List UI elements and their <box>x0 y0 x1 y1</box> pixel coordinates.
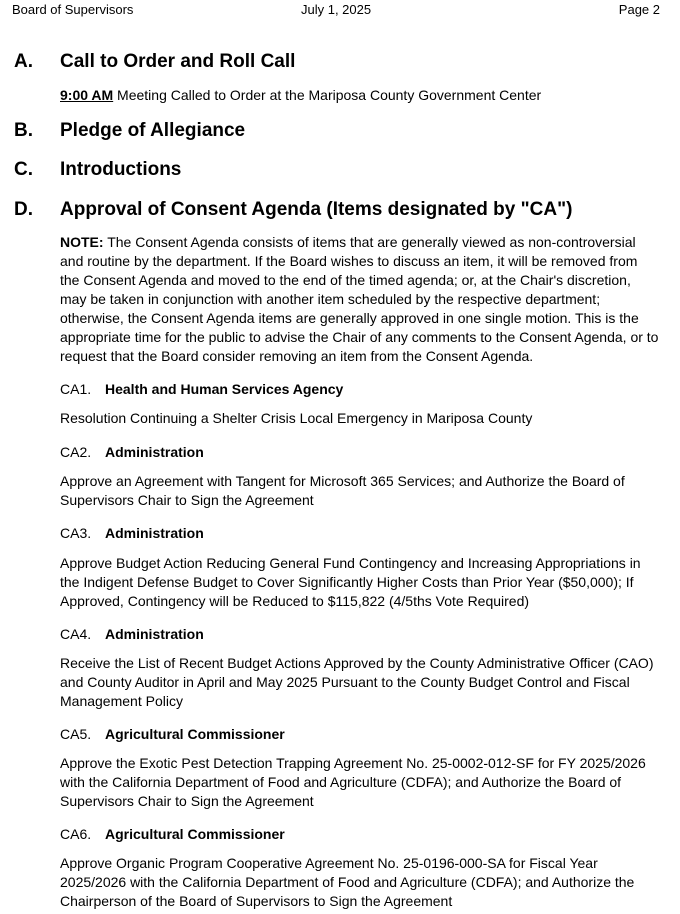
consent-item-heading <box>60 443 204 462</box>
meeting-text: Meeting Called to Order at the Mariposa County Government Center <box>113 87 542 103</box>
section-a-letter: A. <box>14 51 33 72</box>
note-text: The Consent Agenda consists of items that are generally viewed as non-controversial and routine by the department. If the Board wishes to discuss an item, it will be removed from the Consent Agenda and moved to the end of the timed agenda; or, at the Chair's discretion, may be taken in conjunction with another item scheduled by the respective department; otherwise, the Consent Agenda items are generally approved in one single motion. This is the appropriate time for the public to advise the Chair of any comments to the Consent Agenda, or to request that the Board consider removing an item from the Consent Agenda. <box>60 234 659 364</box>
consent-agenda-note <box>60 233 660 366</box>
consent-item-number: CA2. <box>60 444 92 460</box>
meeting-time: 9:00 AM <box>60 87 114 103</box>
consent-item-heading <box>60 725 285 744</box>
section-b-heading <box>14 120 245 142</box>
page-header <box>12 2 668 18</box>
consent-item-department: Administration <box>105 626 204 642</box>
section-b-title: Pledge of Allegiance <box>60 120 246 141</box>
section-d-letter: D. <box>14 199 33 220</box>
section-d-heading <box>14 199 572 221</box>
consent-item-department: Agricultural Commissioner <box>105 726 285 742</box>
section-a-title: Call to Order and Roll Call <box>60 51 296 72</box>
consent-item-description: Approve an Agreement with Tangent for Microsoft 365 Services; and Authorize the Board of Supervisors Chair to Sign the Agreement <box>60 473 625 508</box>
section-b-letter: B. <box>14 120 33 141</box>
consent-item-number: CA4. <box>60 626 92 642</box>
section-c-heading <box>14 159 181 181</box>
consent-item-number: CA6. <box>60 826 92 842</box>
consent-item-department: Administration <box>105 525 204 541</box>
consent-item-heading <box>60 825 285 844</box>
header-board-name: Board of Supervisors <box>12 2 134 17</box>
meeting-start-line <box>60 86 660 105</box>
consent-item-department: Health and Human Services Agency <box>105 381 344 397</box>
consent-item-heading <box>60 625 204 644</box>
header-page-number: Page 2 <box>618 2 660 17</box>
consent-item-description: Approve the Exotic Pest Detection Trapping Agreement No. 25-0002-012-SF for FY 2025/2026 with the California Department of Food and Agriculture (CDFA); and Authorize the Board of Supervisors Chair to Sign the Agreement <box>60 755 646 809</box>
section-c-letter: C. <box>14 159 33 180</box>
consent-item-description: Resolution Continuing a Shelter Crisis Local Emergency in Mariposa County <box>60 410 533 426</box>
consent-item-department: Agricultural Commissioner <box>105 826 285 842</box>
consent-item-description: Receive the List of Recent Budget Actions Approved by the County Administrative Officer (CAO) and County Auditor in April and May 2025 Pursuant to the County Budget Control and Fiscal Management Policy <box>60 655 654 709</box>
header-date: July 1, 2025 <box>301 2 372 17</box>
consent-item-number: CA3. <box>60 525 92 541</box>
consent-item-heading <box>60 524 204 543</box>
note-label: NOTE: <box>60 234 104 250</box>
section-d-title: Approval of Consent Agenda (Items designated by "CA") <box>60 199 573 220</box>
consent-item-description: Approve Budget Action Reducing General Fund Contingency and Increasing Appropriations in the Indigent Defense Budget to Cover Significantly Higher Costs than Prior Year ($50,000); If Approved, Contingency will be Reduced to $115,822 (4/5ths Vote Required) <box>60 555 641 609</box>
consent-item-number: CA5. <box>60 726 92 742</box>
consent-item-number: CA1. <box>60 381 92 397</box>
section-c-title: Introductions <box>60 159 182 180</box>
consent-item-heading <box>60 380 343 399</box>
consent-item-department: Administration <box>105 444 204 460</box>
consent-item-description: Approve Organic Program Cooperative Agreement No. 25-0196-000-SA for Fiscal Year 2025/2026 with the California Department of Food and Agriculture (CDFA); and Authorize the Chairperson of the Board of Supervisors to Sign the Agreement <box>60 855 635 909</box>
section-a-heading <box>14 51 295 73</box>
